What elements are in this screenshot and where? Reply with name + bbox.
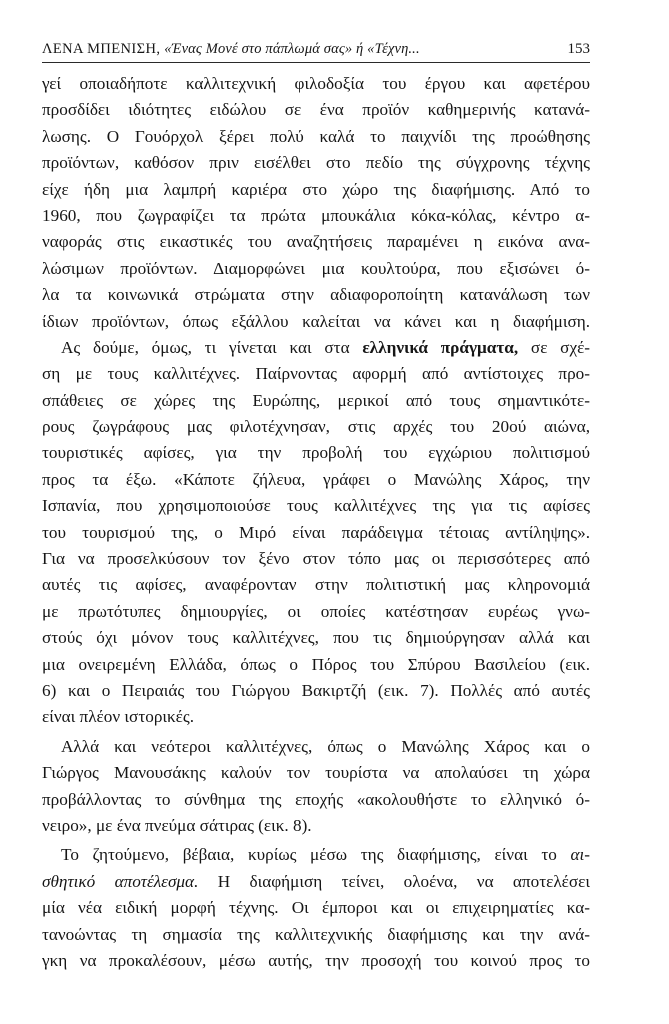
text-line: μια ονειρεμένη Ελλάδα, όπως ο Πόρος του Σπύρου Βασιλείου (εικ. [42,654,590,674]
text-line [42,335,590,361]
text-line: είχε ήδη μια λαμπρή καριέρα στο χώρο της διαφήμισης. Από το [42,179,590,199]
text-line: τουριστικές αφίσες, για την προβολή του εγχώριου πολιτισμού [42,443,590,463]
text-line [42,869,590,895]
text-line: ναφοράς στις εικαστικές του αναζητήσεις παραμένει η εικόνα ανα- [42,232,590,252]
text-line: προβάλλοντας το σύνθημα της εποχής «ακολουθήστε το ελληνικό ό- [42,789,590,809]
paragraph-3 [42,734,590,840]
text-line: προς τα έξω. «Κάποτε ζήλευα, γράφει ο Μανώλης Χάρος, την [42,469,590,489]
text-line: αυτές τις αφίσες, αναφέρονταν στην πολιτιστική μας κληρονομιά [42,575,590,595]
text-segment: σε σχέ- [518,337,591,357]
page-number: 153 [567,41,590,57]
paragraph-1 [42,71,590,335]
text-line: προϊόντων, καθόσον πριν εισέλθει στο πεδίο της σύγχρονης τέχνης [42,153,590,173]
body-text [42,71,590,974]
author-name: ΛΕΝΑ ΜΠΕΝΙΣΗ, [42,41,161,57]
text-line: Ισπανία, που χρησιμοποιούσε τους καλλιτέχνες της για τις αφίσες [42,496,590,516]
text-segment: Ας δούμε, όμως, τι γίνεται και στα [61,337,363,357]
text-line: ση με τους καλλιτέχνες. Παίρνοντας αφορμή από αντίστοιχες προ- [42,364,590,384]
text-line [42,842,590,868]
text-line: λωσης. Ο Γουόρχολ ξέρει πολύ καλά το παιχνίδι της προώθησης [42,126,590,146]
text-segment: Η διαφήμιση τείνει, ολοένα, να αποτελέσει [198,871,590,891]
text-line: με πρωτότυπες δημιουργίες, οι οποίες κατέστησαν ευρέως γνω- [42,601,590,621]
text-line: Γιώργος Μανουσάκης καλούν τον τουρίστα να απολαύσει τη χώρα [42,763,590,783]
text-line: ίδιων προϊόντων, όπως εξάλλου καλείται να κάνει και η διαφήμιση. [42,311,590,331]
running-header [42,36,590,63]
text-line: λα τα κοινωνικά στρώματα στην αδιαφοροποίητη κατανάλωση των [42,285,590,305]
italic-phrase: αι- [570,845,590,865]
text-line: του τουρισμού της, ο Μιρό είναι παράδειγμα τέτοιας αντίληψης». [42,522,590,542]
bold-phrase: ελληνικά πράγματα, [362,337,519,357]
text-line: στούς όχι μόνον τους καλλιτέχνες, που τις δημιούργησαν αλλά και [42,628,590,648]
running-head-text [42,41,420,58]
text-segment: Το ζητούμενο, βέβαια, κυρίως μέσω της διαφήμισης, είναι το [61,845,571,865]
paragraph-4 [42,842,590,974]
text-line: σπάθειες σε χώρες της Ευρώπης, μερικοί από τους σημαντικότε- [42,390,590,410]
text-line: είναι πλέον ιστορικές. [42,707,195,727]
text-line: γκη να προκαλέσουν, μέσω αυτής, την προσοχή του κοινού προς το [42,950,590,970]
text-line: προσδίδει ιδιότητες ειδώλου σε ένα προϊόν καθημερινής κατανά- [42,100,590,120]
text-line: τανοώντας τη σημασία της καλλιτεχνικής διαφήμισης και την ανά- [42,924,590,944]
text-line: Αλλά και νεότεροι καλλιτέχνες, όπως ο Μανώλης Χάρος και ο [61,736,590,756]
italic-phrase: σθητικό αποτέλεσμα. [42,871,199,891]
text-line: γεί οποιαδήποτε καλλιτεχνική φιλοδοξία του έργου και αφετέρου [42,74,590,93]
text-line: νειρο», με ένα πνεύμα σάτιρας (εικ. 8). [42,815,312,835]
text-line: Για να προσελκύσουν τον ξένο στον τόπο μας οι περισσότερες από [42,549,590,569]
text-line: λώσιμων προϊόντων. Διαμορφώνει μια κουλτούρα, που εξισώνει ό- [42,258,590,278]
text-line: 1960, που ζωγραφίζει τα πρώτα μπουκάλια κόκα-κόλας, κέντρο α- [42,205,590,225]
chapter-title: «Ένας Μονέ στο πάπλωμά σας» ή «Τέχνη... [164,41,420,57]
text-line: 6) και ο Πειραιάς του Γιώργου Βακιρτζή (εικ. 7). Πολλές από αυτές [42,680,590,700]
text-line: ρους ζωγράφους μας φιλοτέχνησαν, στις αρχές του 20ού αιώνα, [42,417,590,437]
paragraph-2 [42,335,590,731]
text-line: μία νέα ειδική μορφή τέχνης. Οι έμποροι και οι επιχειρηματίες κα- [42,898,590,918]
